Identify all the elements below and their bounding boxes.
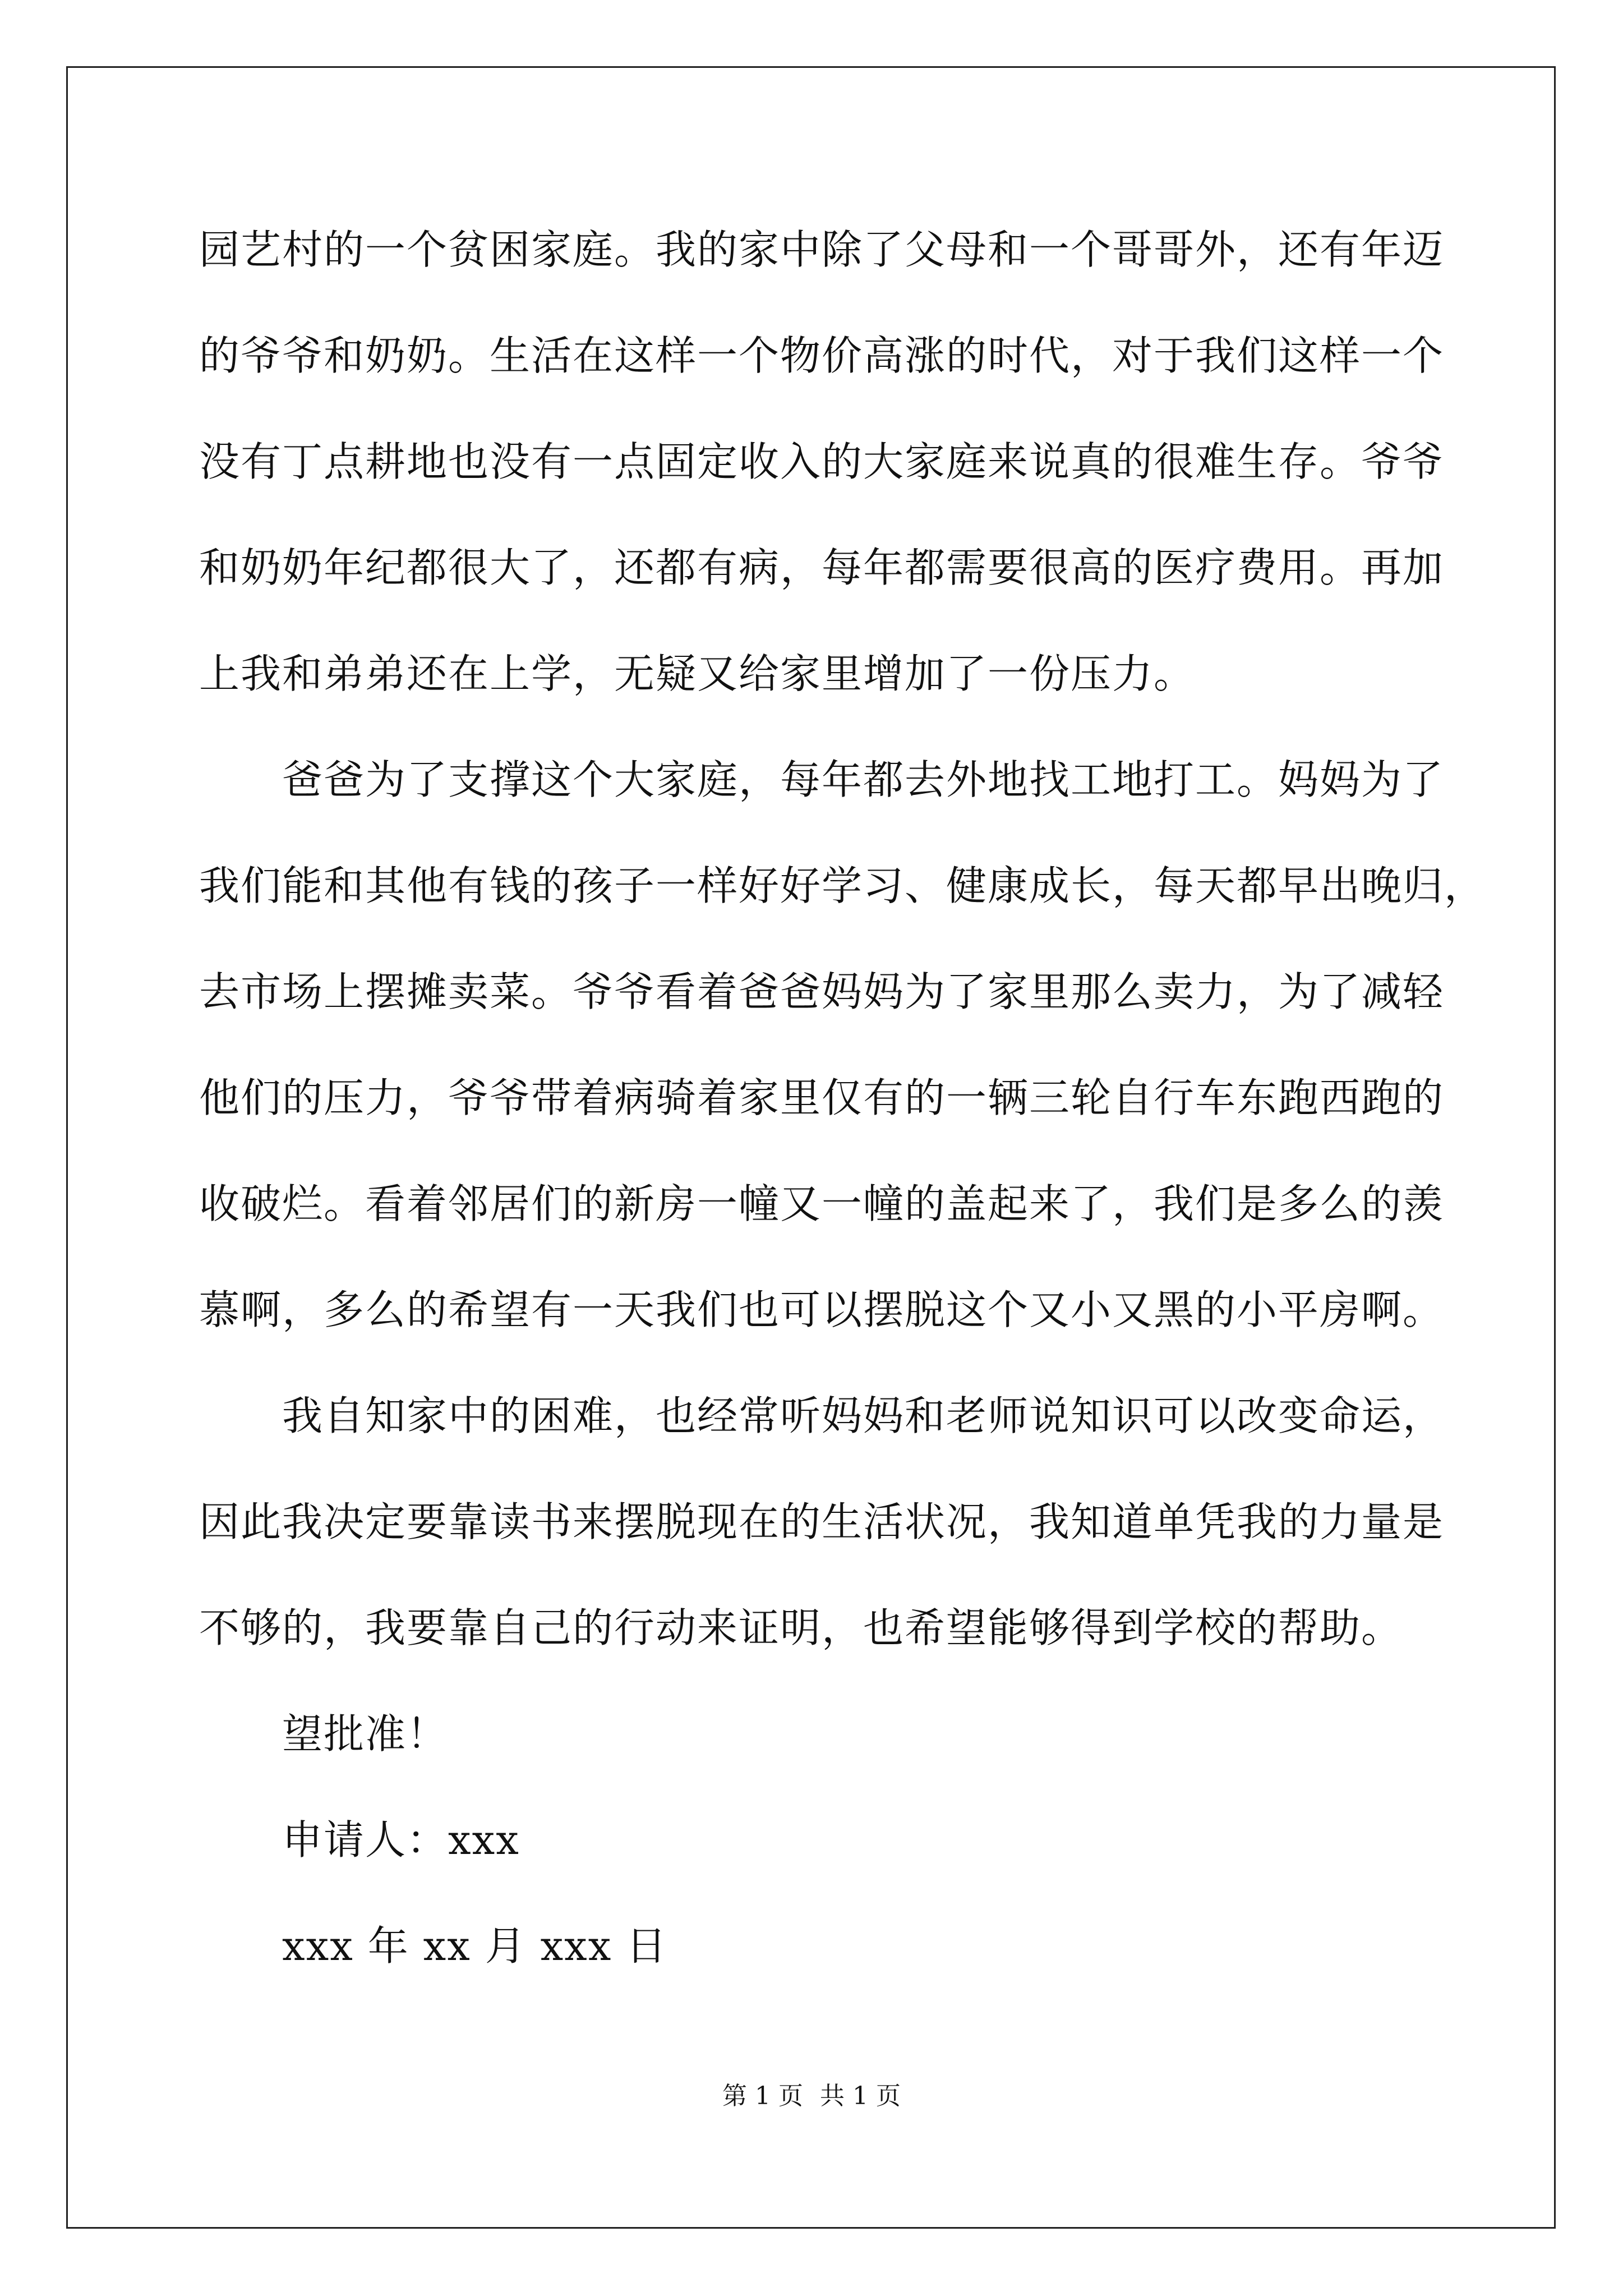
date-line [199, 1904, 1438, 2010]
text-line: 我自知家中的困难，也经常听妈妈和老师说知识可以改变命运， [282, 1392, 1445, 1439]
page-number: 第 1 页 [722, 2082, 803, 2110]
text-line: 爸爸为了支撑这个大家庭，每年都去外地找工地打工。妈妈为了 [282, 756, 1445, 803]
closing-request [199, 1692, 1438, 1798]
text-line: 他们的压力，爷爷带着病骑着家里仅有的一辆三轮自行车东跑西跑的 [199, 1074, 1445, 1121]
text-line: 园艺村的一个贫困家庭。我的家中除了父母和一个哥哥外，还有年迈 [199, 226, 1445, 273]
text-line: 慕啊，多么的希望有一天我们也可以摆脱这个又小又黑的小平房啊。 [199, 1286, 1445, 1333]
text-line: 收破烂。看着邻居们的新房一幢又一幢的盖起来了，我们是多么的羡 [199, 1180, 1445, 1227]
document-body [199, 208, 1486, 2010]
text-line: 去市场上摆摊卖菜。爷爷看着爸爸妈妈为了家里那么卖力，为了减轻 [199, 968, 1445, 1015]
text-line: 申请人：xxx [282, 1816, 520, 1864]
text-line: 不够的，我要靠自己的行动来证明，也希望能够得到学校的帮助。 [199, 1604, 1403, 1651]
applicant-signature [199, 1798, 1438, 1904]
page-total: 共 1 页 [820, 2082, 901, 2110]
text-line: 的爷爷和奶奶。生活在这样一个物价高涨的时代，对于我们这样一个 [199, 332, 1445, 379]
text-line: 上我和弟弟还在上学，无疑又给家里增加了一份压力。 [199, 650, 1196, 697]
paragraph [199, 1374, 1445, 1692]
text-line: 因此我决定要靠读书来摆脱现在的生活状况，我知道单凭我的力量是 [199, 1498, 1445, 1545]
paragraph [199, 738, 1486, 1374]
text-line: 和奶奶年纪都很大了，还都有病，每年都需要很高的医疗费用。再加 [199, 544, 1445, 591]
page-footer [0, 2076, 1623, 2111]
paragraph [199, 208, 1445, 738]
text-line: xxx 年 xx 月 xxx 日 [282, 1922, 668, 1970]
text-line: 没有丁点耕地也没有一点固定收入的大家庭来说真的很难生存。爷爷 [199, 438, 1445, 485]
text-line: 我们能和其他有钱的孩子一样好好学习、健康成长，每天都早出晚归， [199, 862, 1486, 909]
text-line: 望批准！ [282, 1710, 449, 1757]
